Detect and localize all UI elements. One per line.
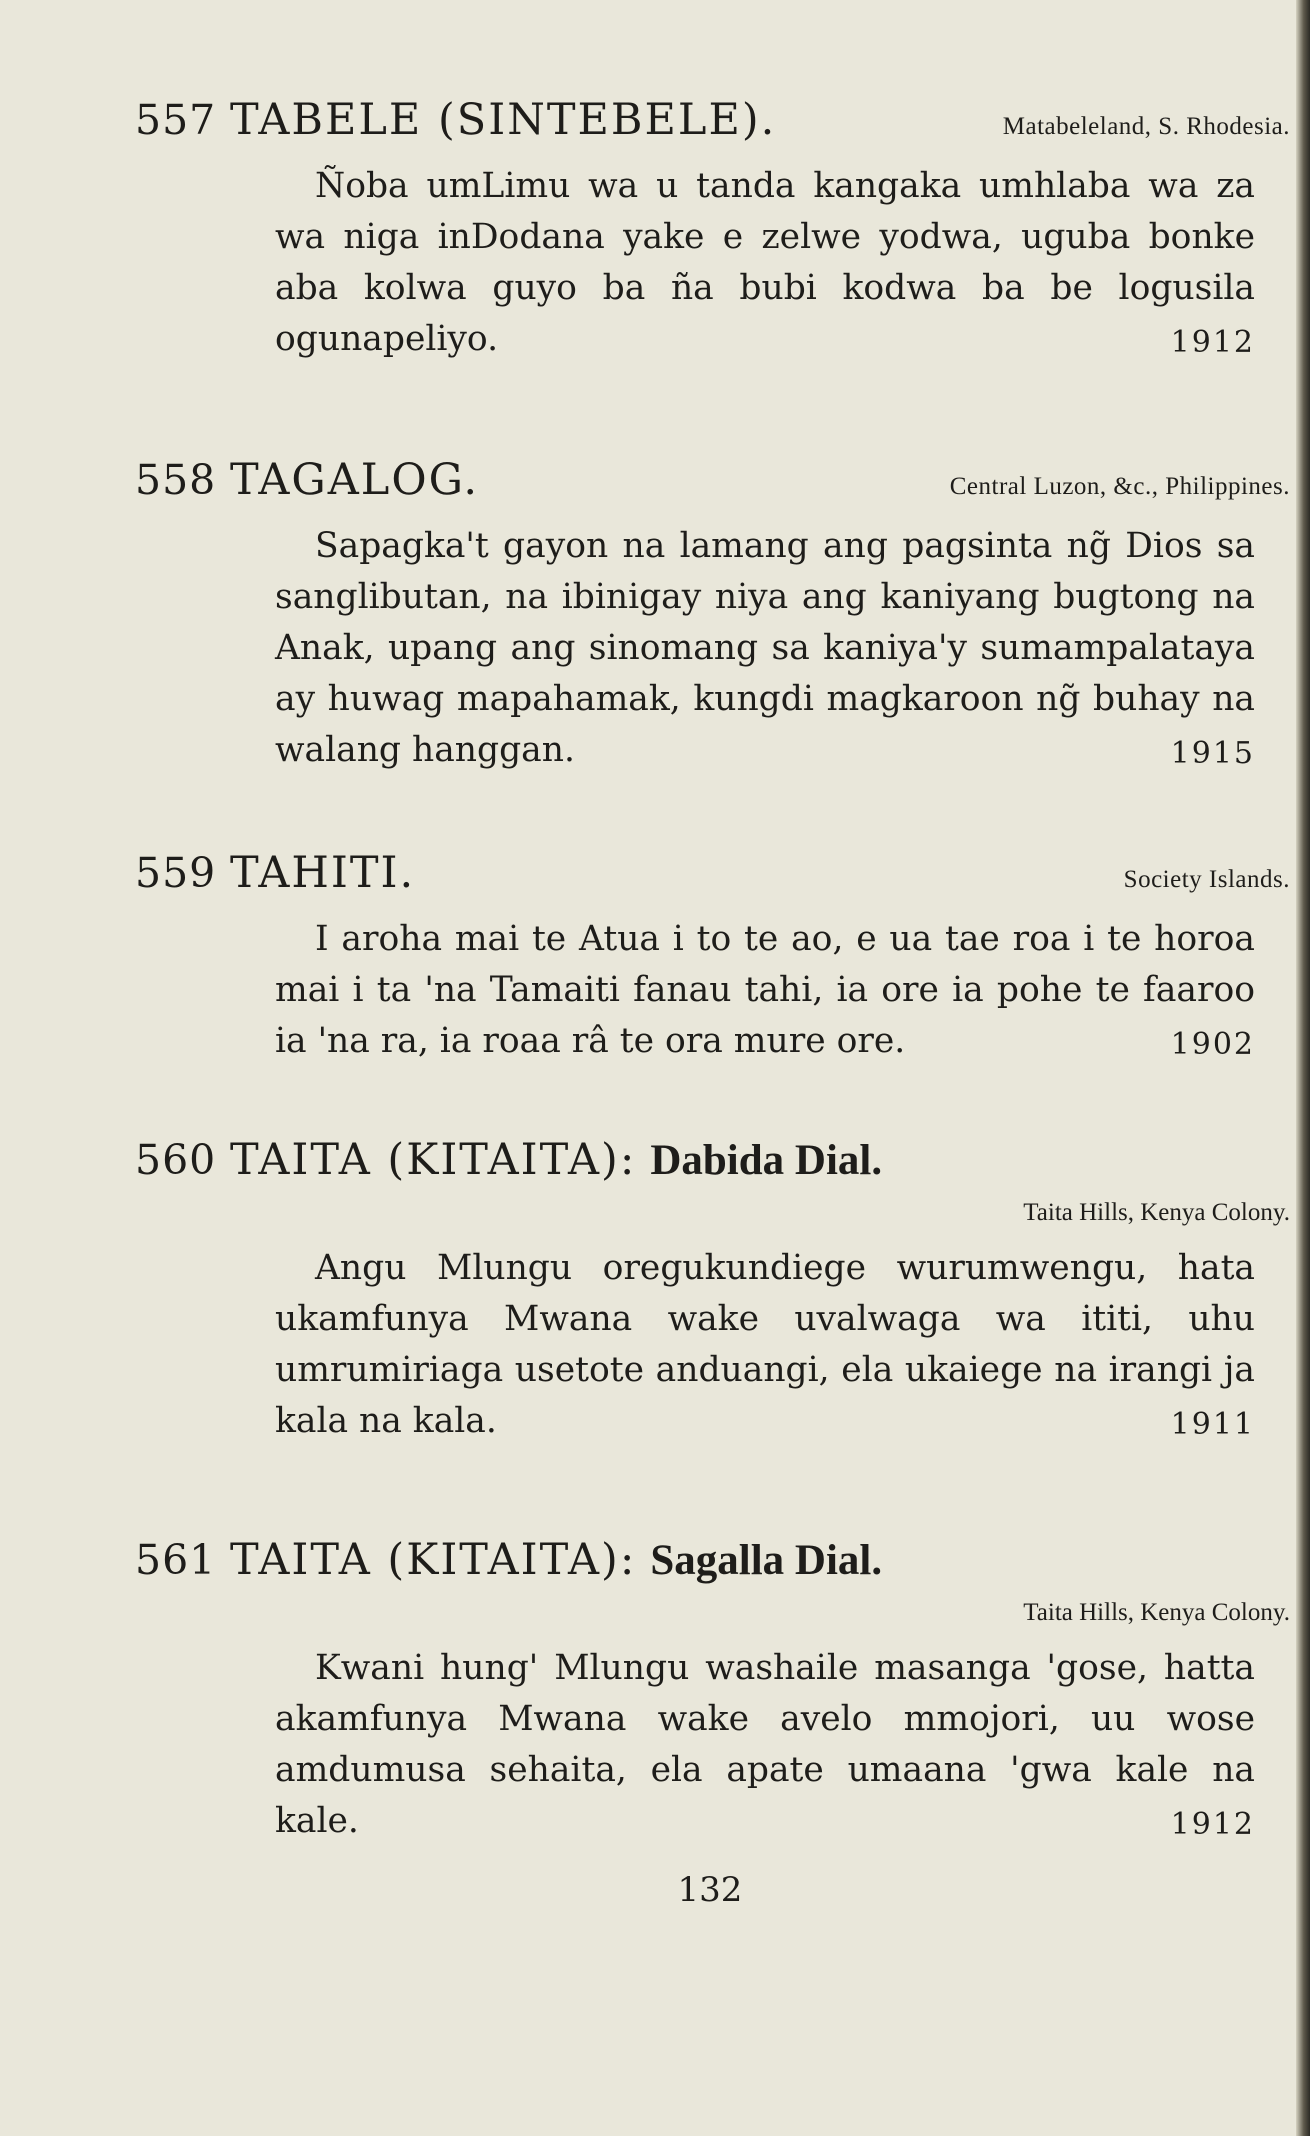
verse-text: Sapagka't gayon na lamang ang pagsinta ng̃ Dios sa sanglibutan, na ibinigay niya ang kaniyang bugtong na Anak, upang ang sinomang sa kaniya'y sumampalataya ay huwag mapahamak, kungdi magkaroon ng̃ buhay na walang hanggan. bbox=[275, 526, 1255, 770]
verse-text: Kwani hung' Mlungu washaile masanga 'gose, hatta akamfunya Mwana wake avelo mmojori, uu wose amdumusa sehaita, ela apate umaana 'gwa kale na kale. bbox=[275, 1648, 1255, 1841]
entry-558 bbox=[135, 455, 1290, 779]
language-name: TAITA (KITAITA): bbox=[230, 1135, 637, 1185]
language-name: TAITA (KITAITA): bbox=[230, 1535, 637, 1585]
entry-561 bbox=[135, 1535, 1290, 1850]
dialect-name: Dabida Dial. bbox=[650, 1137, 883, 1184]
entry-557 bbox=[135, 95, 1290, 368]
language-name: TAHITI. bbox=[230, 848, 416, 898]
entry-559 bbox=[135, 848, 1290, 1070]
entry-heading bbox=[135, 95, 1290, 145]
year-label: 1911 bbox=[1170, 1407, 1255, 1442]
entry-number: 557 bbox=[135, 96, 217, 144]
verse-block bbox=[275, 1643, 1255, 1847]
entry-number: 558 bbox=[135, 456, 217, 504]
entry-heading bbox=[135, 1135, 1290, 1185]
year-label: 1912 bbox=[1170, 325, 1255, 360]
verse-block bbox=[275, 161, 1255, 365]
dialect-name: Sagalla Dial. bbox=[650, 1537, 883, 1584]
entry-number: 559 bbox=[135, 849, 217, 897]
verse-text: I aroha mai te Atua i to te ao, e ua tae roa i te horoa mai i ta 'na Tamaiti fanau tahi, ia ore ia pohe te faaroo ia 'na ra, ia roaa râ te ora mure ore. bbox=[275, 919, 1255, 1061]
verse-block bbox=[275, 521, 1255, 776]
language-name: TABELE (SINTEBELE). bbox=[230, 95, 777, 145]
region-label: Taita Hills, Kenya Colony. bbox=[1023, 1599, 1290, 1626]
entry-heading bbox=[135, 455, 1290, 505]
entry-560 bbox=[135, 1135, 1290, 1450]
year-label: 1915 bbox=[1170, 736, 1255, 771]
region-label: Taita Hills, Kenya Colony. bbox=[1023, 1199, 1290, 1226]
verse-block bbox=[275, 1243, 1255, 1447]
entry-number: 560 bbox=[135, 1136, 217, 1184]
region-label: Society Islands. bbox=[1123, 866, 1290, 893]
verse-text: Angu Mlungu oregukundiege wurumwengu, hata ukamfunya Mwana wake uvalwaga wa ititi, uhu umrumiriaga usetote anduangi, ela ukaiege na irangi ja kala na kala. bbox=[275, 1248, 1255, 1441]
region-label: Matabeleland, S. Rhodesia. bbox=[1002, 113, 1290, 140]
language-name: TAGALOG. bbox=[230, 455, 480, 505]
verse-block bbox=[275, 914, 1255, 1067]
entry-heading bbox=[135, 1535, 1290, 1585]
year-label: 1912 bbox=[1170, 1807, 1255, 1842]
verse-text: Ñoba umLimu wa u tanda kangaka umhlaba wa za wa niga inDodana yake e zelwe yodwa, uguba bonke aba kolwa guyo ba ña bubi kodwa ba be logusila ogunapeliyo. bbox=[275, 166, 1255, 359]
year-label: 1902 bbox=[1170, 1027, 1255, 1062]
page-number: 132 bbox=[677, 1870, 743, 1910]
entry-number: 561 bbox=[135, 1536, 217, 1584]
page-edge-shadow bbox=[1296, 0, 1310, 2136]
entry-heading bbox=[135, 848, 1290, 898]
region-label: Central Luzon, &c., Philippines. bbox=[949, 473, 1290, 500]
